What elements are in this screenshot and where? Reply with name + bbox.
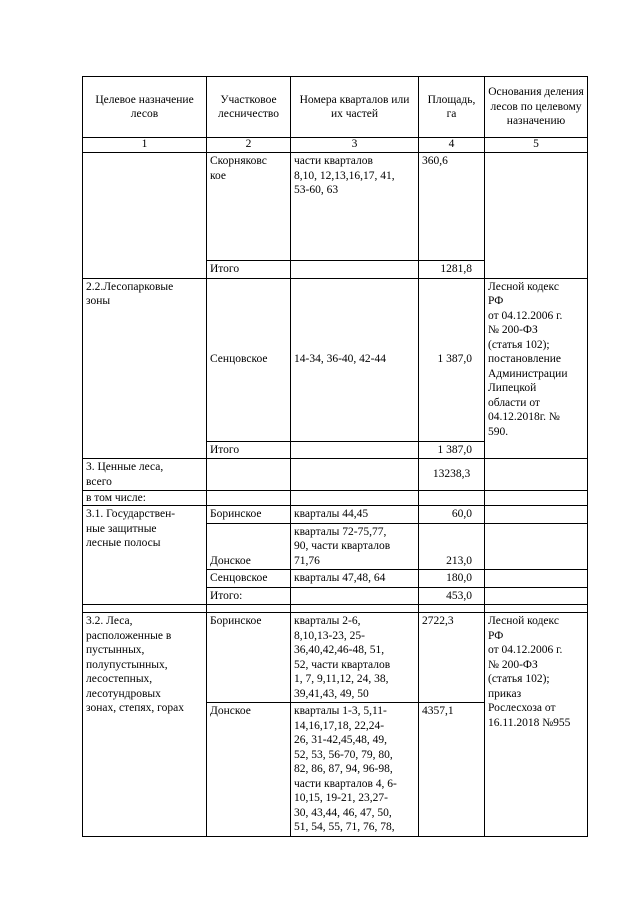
total-label: Итого xyxy=(207,441,291,459)
quarters-cell: кварталы 44,45 xyxy=(291,506,419,524)
purpose-cell: 3. Ценные леса, всего xyxy=(83,459,207,491)
table-header-row xyxy=(83,77,588,138)
district-cell: Боринское xyxy=(207,506,291,524)
column-number: 3 xyxy=(291,138,419,153)
column-number: 4 xyxy=(419,138,485,153)
quarters-cell: кварталы 47,48, 64 xyxy=(291,570,419,588)
forest-purpose-table xyxy=(82,76,588,837)
area-cell: 13238,3 xyxy=(419,459,485,491)
column-number: 2 xyxy=(207,138,291,153)
area-cell: 360,6 xyxy=(419,153,485,261)
area-cell: 2722,3 xyxy=(419,613,485,703)
header-quarters: Номера кварталов или их частей xyxy=(291,77,419,138)
header-area: Площадь, га xyxy=(419,77,485,138)
district-cell: Скорняковс кое xyxy=(207,153,291,261)
table-row xyxy=(83,278,588,441)
column-number: 5 xyxy=(485,138,588,153)
purpose-cell: 3.1. Государствен- ные защитные лесные полосы xyxy=(83,506,207,605)
header-purpose: Целевое назначение лесов xyxy=(83,77,207,138)
table-row xyxy=(83,613,588,703)
basis-cell: Лесной кодекс РФ от 04.12.2006 г. № 200-ФЗ (статья 102); постановление Администрации Липецкой области от 04.12.2018г. № 590. xyxy=(485,278,588,459)
total-label: Итого: xyxy=(207,587,291,605)
quarters-cell: части кварталов 8,10, 12,13,16,17, 41, 53-60, 63 xyxy=(291,153,419,261)
table-row xyxy=(83,506,588,524)
district-cell: Сенцовское xyxy=(207,570,291,588)
district-cell: Сенцовское xyxy=(207,278,291,441)
table-row xyxy=(83,605,588,613)
table-row xyxy=(83,153,588,261)
column-number-row xyxy=(83,138,588,153)
table-row xyxy=(83,491,588,506)
district-cell: Боринское xyxy=(207,613,291,703)
purpose-cell: 3.2. Леса, расположенные в пустынных, полупустынных, лесостепных, лесотундровых зонах, степях, горах xyxy=(83,613,207,837)
quarters-cell: кварталы 72-75,77, 90, части кварталов 71,76 xyxy=(291,523,419,570)
quarters-cell: кварталы 1-3, 5,11- 14,16,17,18, 22,24- 26, 31-42,45,48, 49, 52, 53, 56-70, 79, 80, 82, 86, 87, 94, 96-98, части кварталов 4, 6- 10,15, 19-21, 23,27- 30, 43,44, 46, 47, 50, 51, 54, 55, 71, 76, 78, xyxy=(294,705,397,833)
area-cell: 60,0 xyxy=(419,506,485,524)
quarters-cell: кварталы 2-6, 8,10,13-23, 25- 36,40,42,46-48, 51, 52, части кварталов 1, 7, 9,11,12, 24, 38, 39,41,43, 49, 50 xyxy=(291,613,419,703)
total-label: Итого xyxy=(207,261,291,279)
header-district: Участковое лесничество xyxy=(207,77,291,138)
total-area: 1 387,0 xyxy=(419,441,485,459)
area-cell: 180,0 xyxy=(419,570,485,588)
total-area: 453,0 xyxy=(419,587,485,605)
column-number: 1 xyxy=(83,138,207,153)
area-cell: 213,0 xyxy=(419,523,485,570)
district-cell: Донское xyxy=(207,523,291,570)
total-area: 1281,8 xyxy=(419,261,485,279)
quarters-cell: 14-34, 36-40, 42-44 xyxy=(291,278,419,441)
purpose-cell: 2.2.Лесопарковые зоны xyxy=(83,278,207,459)
basis-cell: Лесной кодекс РФ от 04.12.2006 г. № 200-ФЗ (статья 102); приказ Рослесхоза от 16.11.2018 №955 xyxy=(485,613,588,837)
table-row xyxy=(83,459,588,491)
including-label: в том числе: xyxy=(83,491,207,506)
district-cell: Донское xyxy=(207,703,291,837)
area-cell: 1 387,0 xyxy=(419,278,485,441)
area-cell: 4357,1 xyxy=(419,703,485,837)
header-basis: Основания деления лесов по целевому назначению xyxy=(485,77,588,138)
